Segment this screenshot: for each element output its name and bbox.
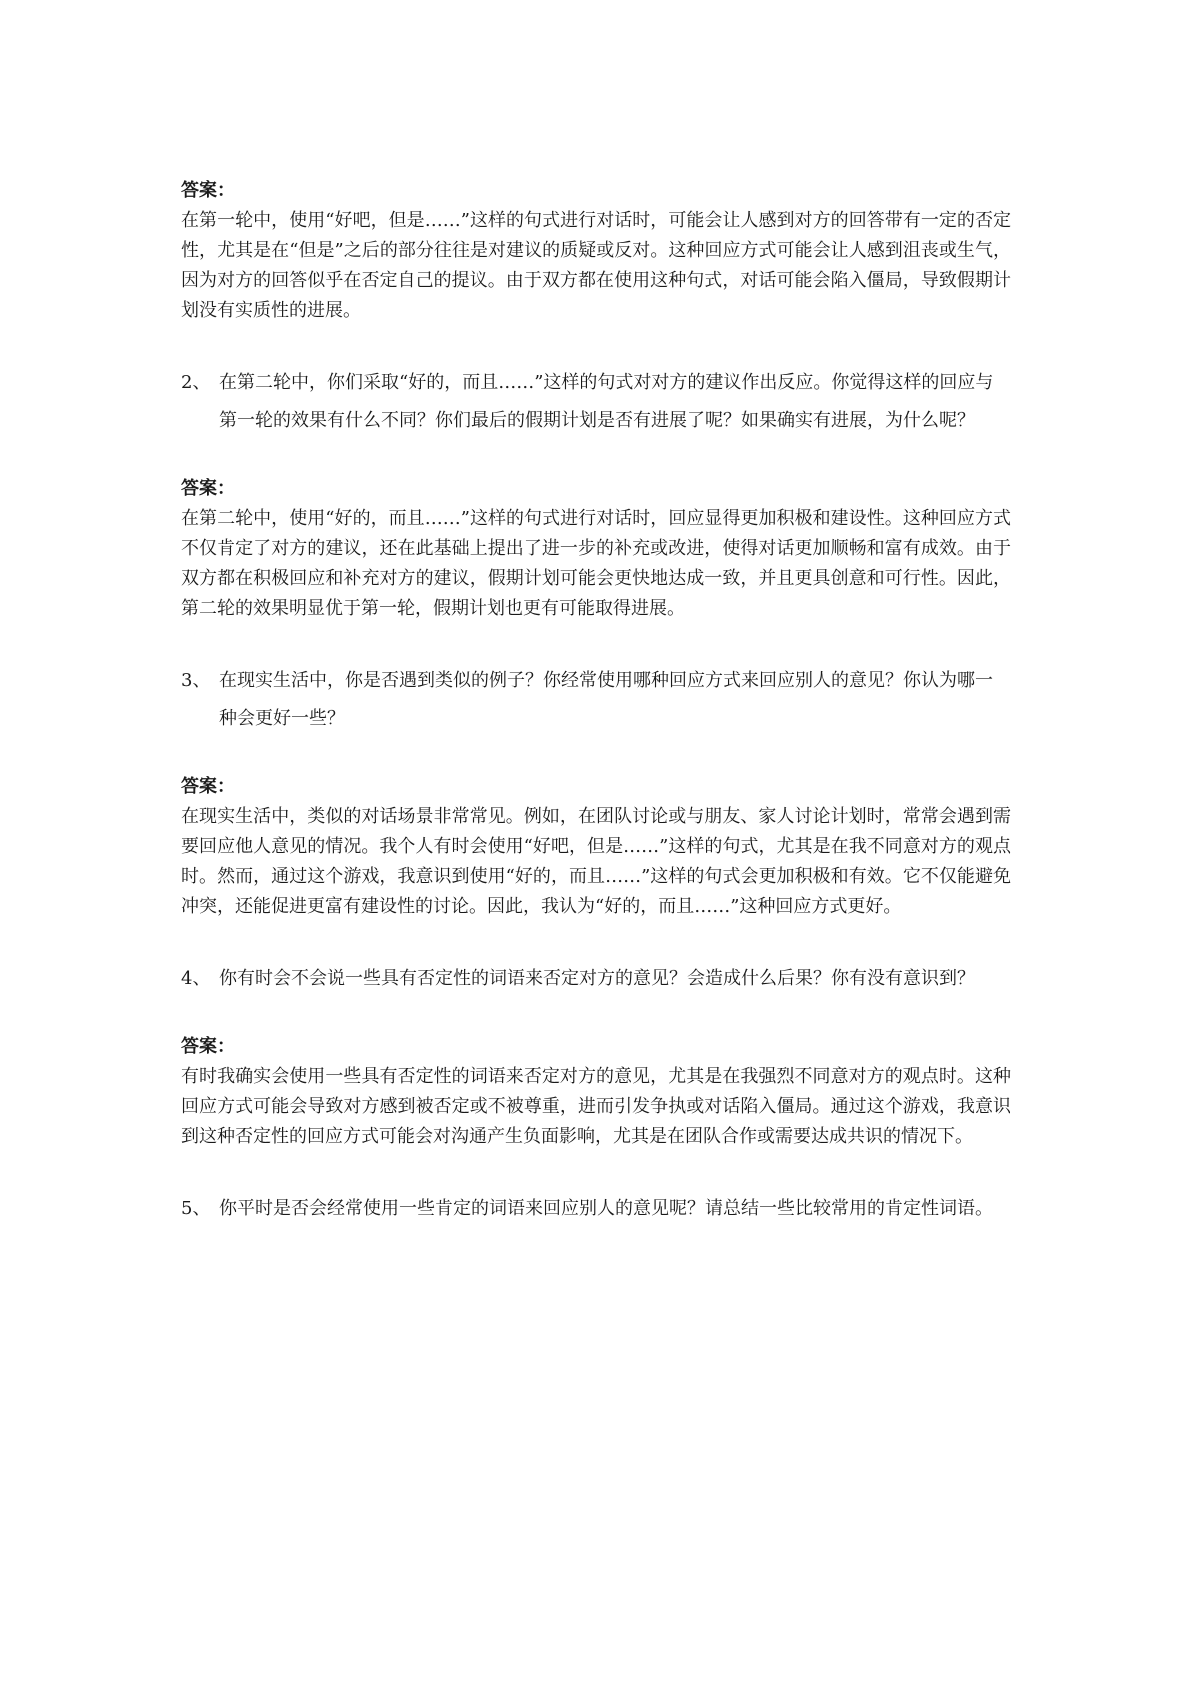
spacer [181,998,1011,1032]
answer-label: 答案： [181,180,235,201]
document-content [181,176,1011,1228]
question-number-4: 4、 [181,968,211,989]
spacer [181,1152,1011,1190]
question-text-5: 你平时是否会经常使用一些肯定的词语来回应别人的意见呢？请总结一些比较常用的肯定性词语。 [219,1198,993,1219]
answer-text-1: 在第一轮中，使用“好吧，但是……”这样的句式进行对话时，可能会让人感到对方的回答带有一定的否定性，尤其是在“但是”之后的部分往往是对建议的质疑或反对。这种回应方式可能会让人感到沮丧或生气，因为对方的回答似乎在否定自己的提议。由于双方都在使用这种句式，对话可能会陷入僵局，导致假期计划没有实质性的进展。 [181,210,1011,321]
answer-text-4: 有时我确实会使用一些具有否定性的词语来否定对方的意见，尤其是在我强烈不同意对方的观点时。这种回应方式可能会导致对方感到被否定或不被尊重，进而引发争执或对话陷入僵局。通过这个游戏，我意识到这种否定性的回应方式可能会对沟通产生负面影响，尤其是在团队合作或需要达成共识的情况下。 [181,1066,1011,1147]
spacer [181,922,1011,960]
question-4 [181,960,1011,998]
answer-block-2 [181,474,1011,624]
question-number-3: 3、 [181,670,211,691]
spacer [181,326,1011,364]
answer-block-1 [181,176,1011,326]
spacer [181,738,1011,772]
answer-text-2: 在第二轮中，使用“好的，而且……”这样的句式进行对话时，回应显得更加积极和建设性。这种回应方式不仅肯定了对方的建议，还在此基础上提出了进一步的补充或改进，使得对话更加顺畅和富有成效。由于双方都在积极回应和补充对方的建议，假期计划可能会更快地达成一致，并且更具创意和可行性。因此，第二轮的效果明显优于第一轮，假期计划也更有可能取得进展。 [181,508,1011,619]
spacer [181,440,1011,474]
spacer [181,624,1011,662]
question-number-5: 5、 [181,1198,211,1219]
question-2 [181,364,1011,440]
question-text-4: 你有时会不会说一些具有否定性的词语来否定对方的意见？会造成什么后果？你有没有意识到？ [219,968,975,989]
question-text-2: 在第二轮中，你们采取“好的，而且……”这样的句式对对方的建议作出反应。你觉得这样的回应与第一轮的效果有什么不同？你们最后的假期计划是否有进展了呢？如果确实有进展，为什么呢？ [219,372,994,431]
answer-label: 答案： [181,478,235,499]
question-text-3: 在现实生活中，你是否遇到类似的例子？你经常使用哪种回应方式来回应别人的意见？你认为哪一种会更好一些？ [219,670,993,729]
question-5 [181,1190,1011,1228]
answer-block-4 [181,1032,1011,1152]
answer-label: 答案： [181,1036,235,1057]
answer-label: 答案： [181,776,235,797]
question-3 [181,662,1011,738]
answer-block-3 [181,772,1011,922]
answer-text-3: 在现实生活中，类似的对话场景非常常见。例如，在团队讨论或与朋友、家人讨论计划时，常常会遇到需要回应他人意见的情况。我个人有时会使用“好吧，但是……”这样的句式，尤其是在我不同意对方的观点时。然而，通过这个游戏，我意识到使用“好的，而且……”这样的句式会更加积极和有效。它不仅能避免冲突，还能促进更富有建设性的讨论。因此，我认为“好的，而且……”这种回应方式更好。 [181,806,1011,917]
question-number-2: 2、 [181,372,211,393]
